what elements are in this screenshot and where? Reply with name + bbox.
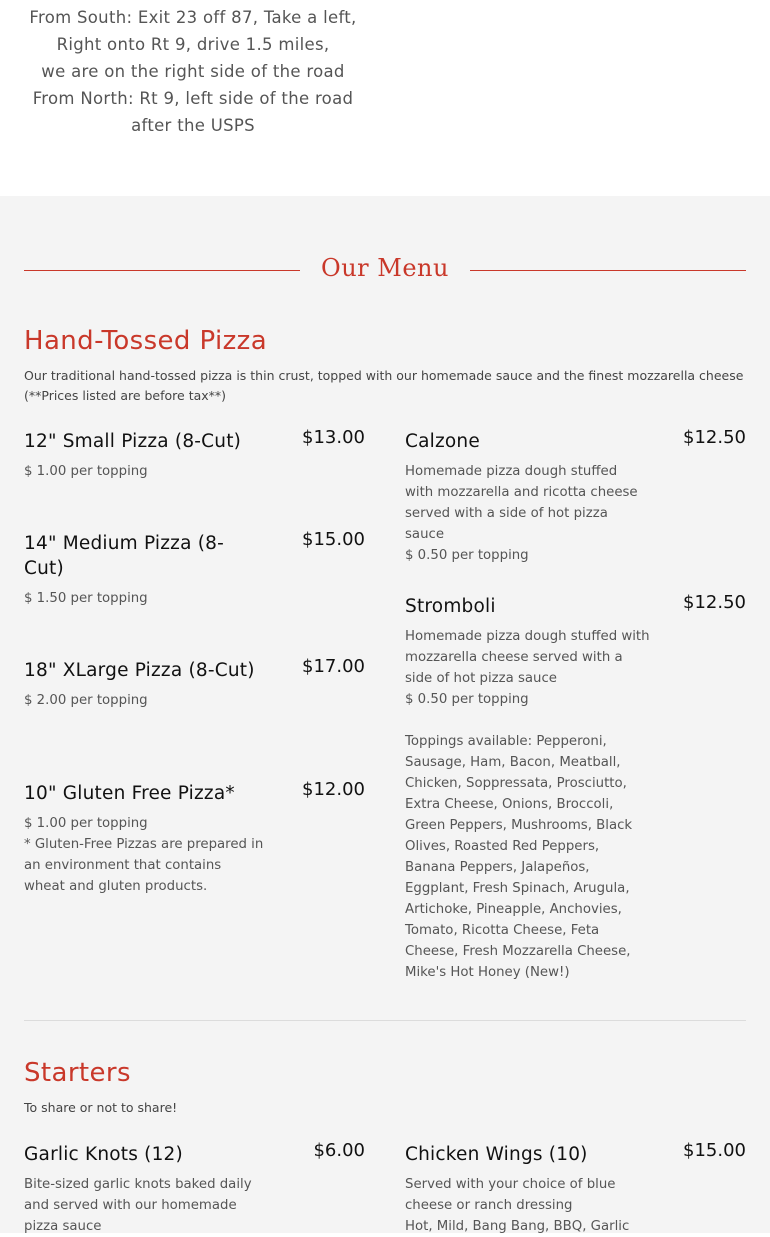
section-desc-starters: To share or not to share!: [24, 1100, 178, 1115]
item-price: $17.00: [302, 656, 365, 677]
menu-heading: [24, 254, 746, 284]
item-desc: Served with your choice of blue cheese or ranch dressing Hot, Mild, Bang Bang, BBQ, Garlic: [405, 1177, 630, 1234]
directions-section: [0, 0, 770, 196]
menu-section: [0, 196, 770, 1233]
item-name: Garlic Knots (12): [24, 1144, 183, 1165]
heading-rule-right: [470, 270, 746, 271]
item-name: Chicken Wings (10): [405, 1144, 588, 1165]
directions-line: From North: Rt 9, left side of the road: [32, 89, 354, 108]
heading-rule-left: [24, 270, 300, 271]
item-desc: Homemade pizza dough stuffed with mozzarella cheese served with a side of hot pizza sauce $ 0.50 per topping Toppings available: Pepperoni, Sausage, Ham, Bacon, Meatball, Chicken, Soppressata, Prosciutto, Extra Cheese, Onions, Broccoli, Green Peppers, Mushrooms, Black Olives, Roasted Red Peppers, Banana Peppers, Jalapeños, Eggplant, Fresh Spinach, Arugula, Artichoke, Pineapple, Anchovies, Tomato, Ricotta Cheese, Feta Cheese, Fresh Mozzarella Cheese, Mike's Hot Honey (New!): [405, 629, 650, 980]
item-name: 18" XLarge Pizza (8-Cut): [24, 660, 255, 681]
section-divider: [24, 1020, 746, 1021]
section-desc-pizza: Our traditional hand-tossed pizza is thin crust, topped with our homemade sauce and the finest mozzarella cheese (**Prices listed are before tax**): [24, 368, 744, 403]
section-title-pizza: Hand-Tossed Pizza: [24, 326, 268, 356]
item-price: $12.50: [683, 592, 746, 613]
section-title-starters: Starters: [24, 1058, 131, 1088]
item-name: 10" Gluten Free Pizza*: [24, 783, 235, 804]
item-price: $13.00: [302, 427, 365, 448]
item-price: $15.00: [302, 529, 365, 550]
directions-line: we are on the right side of the road: [41, 62, 345, 81]
item-desc: Bite-sized garlic knots baked daily and served with our homemade pizza sauce: [24, 1177, 252, 1234]
menu-title: Our Menu: [321, 254, 449, 282]
item-desc: $ 1.00 per topping: [24, 464, 148, 479]
item-desc: $ 1.00 per topping * Gluten-Free Pizzas are prepared in an environment that contains wheat and gluten products.: [24, 816, 264, 894]
item-name: 12" Small Pizza (8-Cut): [24, 431, 242, 452]
item-name: Calzone: [405, 431, 480, 452]
directions-line: From South: Exit 23 off 87, Take a left,: [29, 8, 357, 27]
directions-line: after the USPS: [131, 116, 255, 135]
directions-line: Right onto Rt 9, drive 1.5 miles,: [56, 35, 330, 54]
item-name: Stromboli: [405, 596, 496, 617]
item-desc: $ 1.50 per topping: [24, 591, 148, 606]
directions-text: [18, 4, 368, 139]
item-price: $15.00: [683, 1140, 746, 1161]
item-desc: $ 2.00 per topping: [24, 693, 148, 708]
item-price: $12.00: [302, 779, 365, 800]
item-price: $6.00: [313, 1140, 365, 1161]
item-name: 14" Medium Pizza (8-Cut): [24, 533, 224, 579]
item-desc: Homemade pizza dough stuffed with mozzarella and ricotta cheese served with a side of hot pizza sauce $ 0.50 per topping: [405, 464, 638, 563]
item-price: $12.50: [683, 427, 746, 448]
